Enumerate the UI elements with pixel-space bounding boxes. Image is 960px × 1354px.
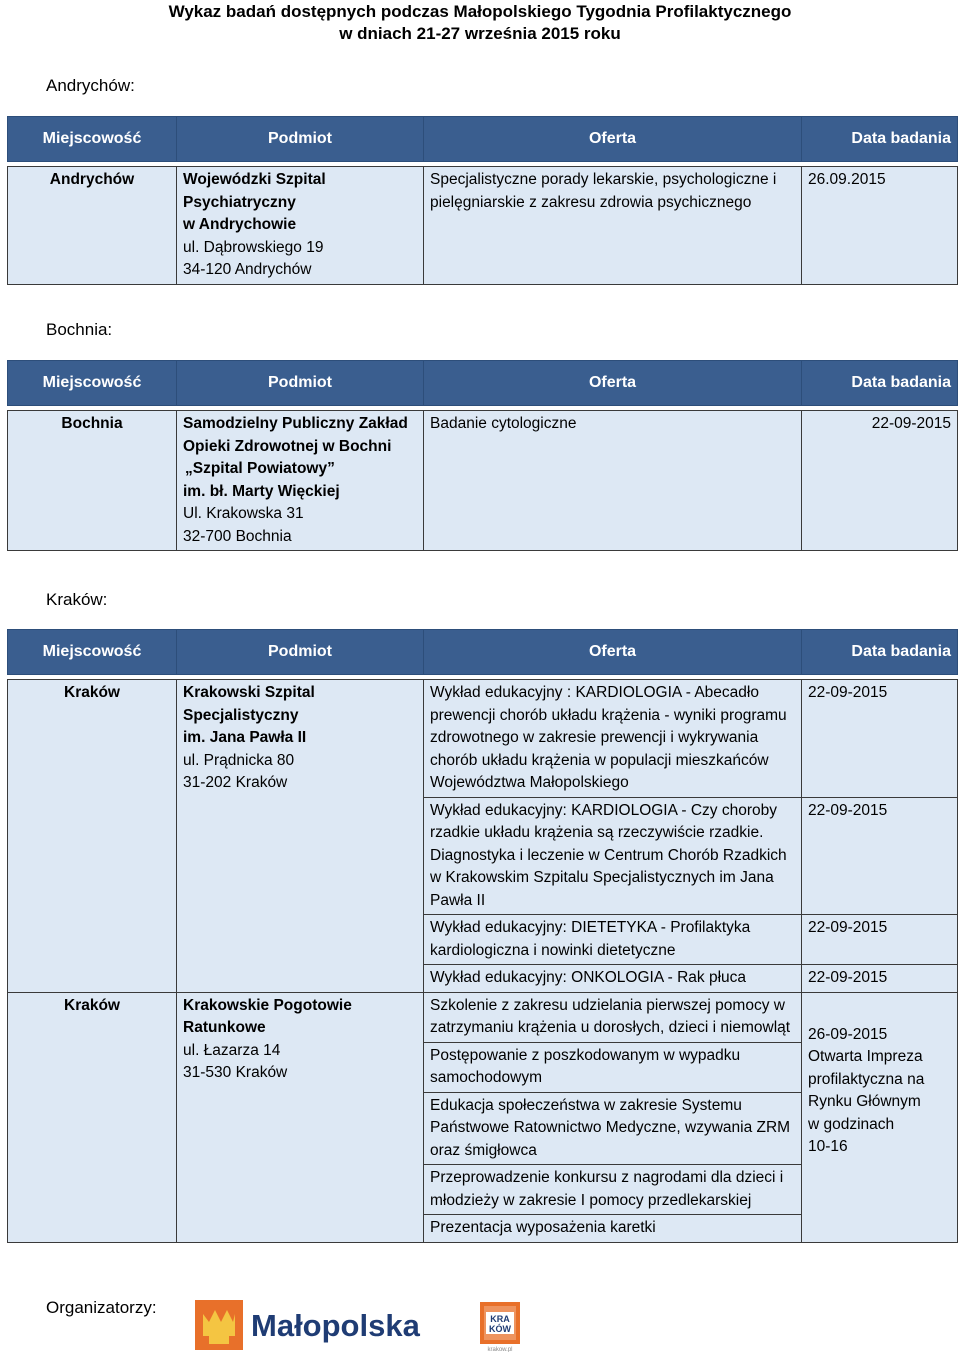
offer-cell: Postępowanie z poszkodowanym w wypadku samochodowym bbox=[424, 1042, 802, 1092]
date-cell: 22-09-2015 bbox=[802, 411, 958, 551]
entity-address-line: Ul. Krakowska 31 bbox=[183, 505, 304, 522]
entity-name-line: Ratunkowe bbox=[183, 1019, 266, 1036]
entity-name-line: Specjalistyczny bbox=[183, 706, 299, 724]
date-cell: 22-09-2015 bbox=[802, 797, 958, 915]
page-title-line-2: w dniach 21-27 września 2015 roku bbox=[339, 24, 621, 43]
date-cell: 26.09.2015 bbox=[802, 167, 958, 285]
entity-address-line: 34-120 Andrychów bbox=[183, 261, 312, 278]
entity-name-line: Samodzielny Publiczny Zakład bbox=[183, 415, 408, 432]
entity-address-line: ul. Dąbrowskiego 19 bbox=[183, 238, 324, 256]
entity-address-line: 32-700 Bochnia bbox=[183, 527, 292, 545]
entity-name-line: im. bł. Marty Więckiej bbox=[183, 482, 340, 500]
krakow-logo-text-top: KRA bbox=[490, 1314, 510, 1324]
page-title-line-1: Wykaz badań dostępnych podczas Małopolskiego Tygodnia Profilaktycznego bbox=[168, 2, 792, 21]
entity-name-line: im. Jana Pawła II bbox=[183, 729, 307, 746]
date-note-line: Otwarta Impreza bbox=[808, 1048, 923, 1065]
offer-cell: Specjalistyczne porady lekarskie, psychologiczne i pielęgniarskie z zakresu zdrowia psychicznego bbox=[424, 167, 802, 285]
section-label-andrychow: Andrychów: bbox=[46, 76, 135, 95]
col-header-oferta: Oferta bbox=[424, 361, 802, 406]
entity-cell bbox=[177, 411, 424, 551]
table-header bbox=[8, 117, 958, 162]
col-header-miejscowosc: Miejscowość bbox=[8, 630, 177, 675]
table-krakow bbox=[7, 629, 958, 1243]
offer-cell: Wykład edukacyjny : KARDIOLOGIA - Abecadło prewencji chorób układu krążenia - wyniki programu zdrowotnego w zakresie prewencji i wykrywania chorób układu krążenia w populacji mieszkańców Województwa Małopolskiego bbox=[424, 680, 802, 798]
offer-cell: Przeprowadzenie konkursu z nagrodami dla dzieci i młodzieży w zakresie I pomocy przedlekarskiej bbox=[424, 1165, 802, 1215]
table-row bbox=[8, 167, 958, 285]
krakow-logo bbox=[474, 1298, 526, 1352]
date-cell bbox=[802, 992, 958, 1242]
city-cell: Kraków bbox=[8, 680, 177, 993]
date-note-line: Rynku Głównym bbox=[808, 1093, 921, 1110]
table-header bbox=[8, 630, 958, 675]
entity-address-line: ul. Łazarza 14 bbox=[183, 1041, 281, 1059]
col-header-podmiot: Podmiot bbox=[177, 117, 424, 162]
table-header bbox=[8, 361, 958, 406]
col-header-miejscowosc: Miejscowość bbox=[8, 117, 177, 162]
col-header-oferta: Oferta bbox=[424, 630, 802, 675]
date-note-line: w godzinach bbox=[808, 1115, 895, 1133]
offer-cell: Edukacja społeczeństwa w zakresie Systemu Państwowe Ratownictwo Medyczne, wzywania ZRM oraz śmigłowca bbox=[424, 1092, 802, 1165]
table-bochnia bbox=[7, 360, 958, 551]
col-header-podmiot: Podmiot bbox=[177, 361, 424, 406]
offer-cell: Szkolenie z zakresu udzielania pierwszej pomocy w zatrzymaniu krążenia u dorosłych, dzieci i niemowląt bbox=[424, 992, 802, 1042]
table-andrychow bbox=[7, 116, 958, 285]
city-cell: Kraków bbox=[8, 992, 177, 1242]
date-cell: 22-09-2015 bbox=[802, 965, 958, 993]
entity-cell bbox=[177, 992, 424, 1242]
entity-name-line: Opieki Zdrowotnej w Bochni bbox=[183, 437, 392, 455]
section-label-bochnia: Bochnia: bbox=[46, 320, 113, 339]
col-header-miejscowosc: Miejscowość bbox=[8, 361, 177, 406]
section-label-krakow: Kraków: bbox=[46, 590, 108, 609]
offer-cell: Badanie cytologiczne bbox=[424, 411, 802, 551]
date-note-line: profilaktyczna na bbox=[808, 1070, 925, 1088]
malopolska-logo-text: Małopolska bbox=[251, 1308, 420, 1343]
col-header-data: Data badania bbox=[802, 630, 958, 675]
entity-address-line: ul. Prądnicka 80 bbox=[183, 751, 295, 769]
offer-cell: Wykład edukacyjny: KARDIOLOGIA - Czy choroby rzadkie układu krążenia są rzeczywiście rzadkie. Diagnostyka i leczenie w Centrum Chorób Rzadkich w Krakowskim Szpitalu Specjalistycznych im Jana Pawła II bbox=[424, 797, 802, 915]
date-line: 26-09-2015 bbox=[808, 1025, 888, 1043]
offer-cell: Wykład edukacyjny: DIETETYKA - Profilaktyka kardiologiczna i nowinki dietetyczne bbox=[424, 915, 802, 965]
entity-name-line: Krakowskie Pogotowie bbox=[183, 996, 352, 1014]
entity-address-line: 31-202 Kraków bbox=[183, 774, 288, 791]
organizers-label: Organizatorzy: bbox=[46, 1298, 157, 1317]
date-cell: 22-09-2015 bbox=[802, 680, 958, 798]
malopolska-logo bbox=[195, 1300, 435, 1350]
krakow-logo-text-bottom: KÓW bbox=[489, 1324, 511, 1334]
entity-name-line: Krakowski Szpital bbox=[183, 684, 315, 701]
table-row bbox=[8, 411, 958, 551]
date-cell: 22-09-2015 bbox=[802, 915, 958, 965]
entity-cell bbox=[177, 680, 424, 993]
table-row bbox=[8, 680, 958, 798]
col-header-podmiot: Podmiot bbox=[177, 630, 424, 675]
offer-cell: Prezentacja wyposażenia karetki bbox=[424, 1215, 802, 1243]
city-cell: Andrychów bbox=[8, 167, 177, 285]
table-row bbox=[8, 992, 958, 1042]
entity-name-line: w Andrychowie bbox=[183, 216, 297, 233]
krakow-logo-url: krakow.pl bbox=[487, 1347, 513, 1352]
entity-name-line: „Szpital Powiatowy” bbox=[185, 460, 335, 477]
offer-cell: Wykład edukacyjny: ONKOLOGIA - Rak płuca bbox=[424, 965, 802, 993]
entity-name-line: Wojewódzki Szpital bbox=[183, 171, 326, 188]
entity-name-line: Psychiatryczny bbox=[183, 193, 296, 211]
date-note-line: 10-16 bbox=[808, 1138, 848, 1155]
col-header-oferta: Oferta bbox=[424, 117, 802, 162]
city-cell: Bochnia bbox=[8, 411, 177, 551]
entity-cell bbox=[177, 167, 424, 285]
entity-address-line: 31-530 Kraków bbox=[183, 1064, 288, 1081]
col-header-data: Data badania bbox=[802, 361, 958, 406]
col-header-data: Data badania bbox=[802, 117, 958, 162]
